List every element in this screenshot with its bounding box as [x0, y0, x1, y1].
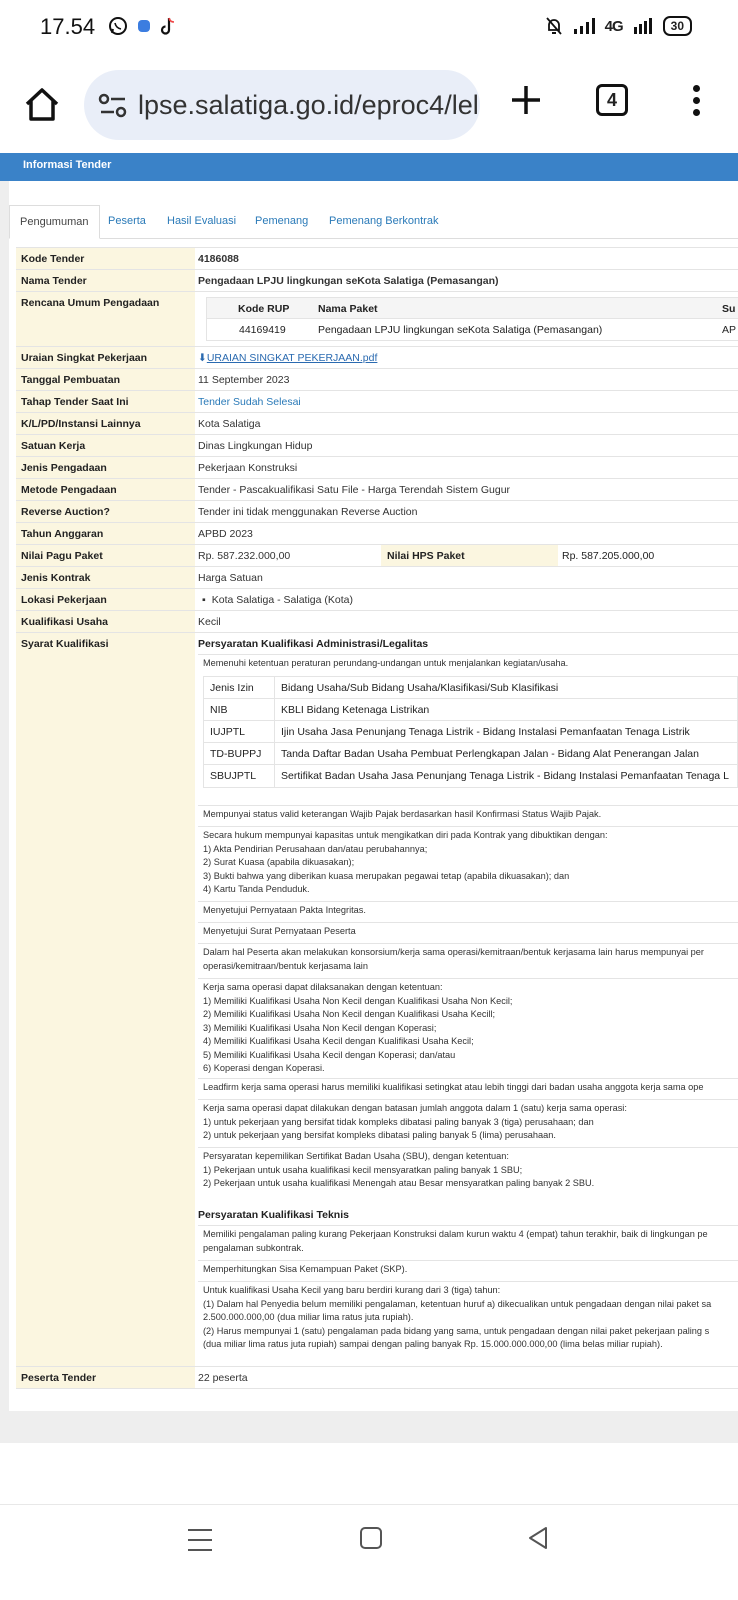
tender-panel	[9, 181, 738, 1411]
item-line: Dalam hal Peserta akan melakukan konsorsium/kerja sama operasi/kemitraan/bentuk kerjasama lain harus mempunyai per	[203, 947, 704, 957]
tab-pengumuman[interactable]: Pengumuman	[9, 205, 100, 239]
value-reverse: Tender ini tidak menggunakan Reverse Auction	[198, 506, 418, 518]
tiktok-icon	[160, 16, 178, 36]
item-line: (dua miliar lima ratus juta rupiah) sampai dengan paling banyak Rp. 15.000.000.000,00 (lima belas miliar rupiah).	[203, 1339, 663, 1349]
value-pagu: Rp. 587.232.000,00	[198, 550, 291, 562]
browser-toolbar	[0, 56, 738, 152]
label-metode: Metode Pengadaan	[16, 479, 195, 500]
izin-row	[204, 743, 738, 765]
item-line: Untuk kualifikasi Usaha Kecil yang baru berdiri kurang dari 3 (tiga) tahun:	[203, 1285, 501, 1295]
new-tab-icon[interactable]	[506, 80, 546, 120]
row-uraian	[16, 346, 738, 368]
rup-row	[206, 319, 738, 341]
app-icon	[136, 18, 152, 34]
item-line: 1) Pekerjaan untuk usaha kualifikasi kecil mensyaratkan paling banyak 1 SBU;	[203, 1164, 523, 1175]
row-kualifikasi	[16, 610, 738, 632]
value-lokasi-text: Kota Salatiga - Salatiga (Kota)	[211, 594, 353, 606]
rup-col-kode: Kode RUP	[238, 303, 290, 315]
izin-key: SBUJPTL	[210, 770, 257, 782]
item-line: 2) Pekerjaan untuk usaha kualifikasi Menengah atau Besar mensyaratkan paling banyak 2 SBU.	[203, 1178, 595, 1188]
uraian-link[interactable]	[198, 347, 377, 369]
item-line: Secara hukum mempunyai kapasitas untuk mengikatkan diri pada Kontrak yang dibuktikan dengan:	[203, 830, 608, 840]
status-bar	[0, 0, 738, 56]
item-line: Kerja sama operasi dapat dilakukan dengan batasan jumlah anggota dalam 1 (satu) kerja sama operasi:	[203, 1103, 627, 1113]
label-kode-tender: Kode Tender	[16, 248, 195, 269]
value-kode-tender: 4186088	[198, 253, 239, 265]
item-line: 1) untuk pekerjaan yang bersifat tidak kompleks dibatasi paling banyak 3 (tiga) perusahaan; dan	[203, 1116, 594, 1127]
item-line: 1) Memiliki Kualifikasi Usaha Non Kecil dengan Kualifikasi Usaha Non Kecil;	[203, 995, 513, 1006]
izin-row	[204, 765, 738, 787]
address-bar[interactable]	[84, 70, 480, 140]
value-jenis-kontrak: Harga Satuan	[198, 572, 263, 584]
row-rup	[16, 291, 738, 346]
teknis-item	[198, 1225, 738, 1258]
label-jenis-kontrak: Jenis Kontrak	[16, 567, 195, 588]
item-line: 4) Memiliki Kualifikasi Usaha Kecil dengan Kualifikasi Usaha Kecil;	[203, 1036, 474, 1046]
uraian-link-text[interactable]: URAIAN SINGKAT PEKERJAAN.pdf	[206, 352, 378, 364]
row-satker	[16, 434, 738, 456]
value-tahun: APBD 2023	[198, 528, 253, 540]
tab-pemenang-berkontrak[interactable]: Pemenang Berkontrak	[329, 215, 439, 227]
item-line: 3) Memiliki Kualifikasi Usaha Non Kecil dengan Koperasi;	[203, 1022, 437, 1033]
item-line: 3) Bukti bahwa yang diberikan kuasa merupakan pegawai tetap (apabila dikuasakan); dan	[203, 870, 570, 881]
row-nama-tender	[16, 269, 738, 291]
item-line: operasi/kemitraan/bentuk kerjasama lain	[203, 960, 368, 971]
value-tahap[interactable]: Tender Sudah Selesai	[198, 396, 301, 408]
item-line: 4) Kartu Tanda Penduduk.	[203, 884, 310, 894]
whatsapp-icon	[108, 16, 128, 36]
row-peserta	[16, 1366, 738, 1389]
tab-bar	[9, 205, 738, 239]
izin-key: NIB	[210, 704, 228, 716]
izin-key: Jenis Izin	[210, 682, 254, 694]
izin-key: TD-BUPPJ	[210, 748, 262, 760]
label-tanggal: Tanggal Pembuatan	[16, 369, 195, 390]
syarat-item	[198, 805, 738, 824]
tab-switcher-button[interactable]: 4	[596, 84, 628, 116]
izin-key: IUJPTL	[210, 726, 246, 738]
value-satker: Dinas Lingkungan Hidup	[198, 440, 313, 452]
teknis-item	[198, 1260, 738, 1279]
rup-header	[206, 297, 738, 319]
syarat-item	[198, 922, 738, 941]
row-tahun	[16, 522, 738, 544]
tab-pemenang[interactable]: Pemenang	[255, 215, 309, 227]
rup-sumber: AP	[722, 324, 737, 336]
panel-title: Informasi Tender	[0, 153, 738, 181]
label-syarat: Syarat Kualifikasi	[16, 633, 195, 1366]
value-tanggal: 11 September 2023	[198, 374, 290, 386]
row-jenis-kontrak	[16, 566, 738, 588]
recent-apps-icon[interactable]	[188, 1529, 212, 1551]
label-hps: Nilai HPS Paket	[381, 545, 558, 566]
item-line: Menyetujui Pernyataan Pakta Integritas.	[203, 905, 366, 915]
label-jenis-pengadaan: Jenis Pengadaan	[16, 457, 195, 478]
value-instansi: Kota Salatiga	[198, 418, 261, 430]
row-instansi	[16, 412, 738, 434]
label-rup: Rencana Umum Pengadaan	[16, 292, 195, 346]
label-instansi: K/L/PD/Instansi Lainnya	[16, 413, 195, 434]
tab-peserta[interactable]: Peserta	[108, 215, 146, 227]
izin-value: Sertifikat Badan Usaha Jasa Penunjang Tenaga Listrik - Bidang Instalasi Pemanfaatan Tenaga L	[281, 770, 729, 782]
rup-kode: 44169419	[239, 324, 286, 336]
bullet-icon: ▪	[202, 594, 206, 606]
row-tahap	[16, 390, 738, 412]
syarat-item	[198, 901, 738, 920]
teknis-item	[198, 1281, 738, 1356]
izin-value: KBLI Bidang Ketenaga Listrikan	[281, 704, 430, 716]
item-line: Memiliki pengalaman paling kurang Pekerjaan Konstruksi dalam kurun waktu 4 (empat) tahun terakhir, baik di lingkungan pe	[203, 1229, 708, 1239]
value-metode: Tender - Pascakualifikasi Satu File - Harga Terendah Sistem Gugur	[198, 484, 511, 496]
item-line: pengalaman subkontrak.	[203, 1242, 304, 1253]
label-peserta: Peserta Tender	[16, 1367, 195, 1388]
syarat-item	[198, 826, 738, 899]
item-line: Mempunyai status valid keterangan Wajib Pajak berdasarkan hasil Konfirmasi Status Wajib Pajak.	[203, 809, 602, 819]
label-kualifikasi: Kualifikasi Usaha	[16, 611, 195, 632]
label-uraian: Uraian Singkat Pekerjaan	[16, 347, 195, 368]
value-lokasi	[198, 589, 353, 611]
syarat-item	[198, 1147, 738, 1193]
rup-col-sumber: Su	[722, 303, 736, 315]
syarat-item	[198, 943, 738, 976]
more-menu-icon[interactable]	[686, 82, 706, 122]
izin-value: Ijin Usaha Jasa Penunjang Tenaga Listrik - Bidang Instalasi Pemanfaatan Tenaga Listrik	[281, 726, 690, 738]
izin-row	[204, 699, 738, 721]
item-line: Menyetujui Surat Pernyataan Peserta	[203, 926, 356, 936]
row-pagu	[16, 544, 738, 566]
item-line: (1) Dalam hal Penyedia belum memiliki pengalaman, ketentuan huruf a) dikecualikan untuk pengadaan dengan nilai paket sa	[203, 1298, 712, 1309]
value-hps: Rp. 587.205.000,00	[562, 550, 655, 562]
download-icon: ⬇	[198, 352, 207, 364]
back-icon[interactable]	[526, 1525, 550, 1551]
mute-icon	[545, 16, 563, 36]
syarat-item	[198, 1099, 738, 1145]
rup-nama: Pengadaan LPJU lingkungan seKota Salatiga (Pemasangan)	[318, 324, 603, 336]
syarat-item	[198, 978, 738, 1076]
izin-value: Bidang Usaha/Sub Bidang Usaha/Klasifikasi/Sub Klasifikasi	[281, 682, 559, 694]
rup-col-nama: Nama Paket	[318, 303, 378, 315]
row-kode-tender	[16, 247, 738, 269]
item-line: 6) Koperasi dengan Koperasi.	[203, 1063, 325, 1073]
row-tanggal	[16, 368, 738, 390]
item-line: Persyaratan kepemilikan Sertifikat Badan Usaha (SBU), dengan ketentuan:	[203, 1151, 509, 1161]
row-metode	[16, 478, 738, 500]
battery-icon: 30	[663, 16, 692, 36]
label-tahap: Tahap Tender Saat Ini	[16, 391, 195, 412]
page-content	[0, 153, 738, 1443]
admin-intro: Memenuhi ketentuan peraturan perundang-undangan untuk menjalankan kegiatan/usaha.	[198, 654, 738, 673]
item-line: 2) Surat Kuasa (apabila dikuasakan);	[203, 857, 355, 867]
url-text[interactable]: lpse.salatiga.go.id/eproc4/lel	[138, 90, 479, 120]
network-indicator: 4G	[604, 17, 623, 35]
izin-row	[204, 721, 738, 743]
system-nav-bar	[0, 1504, 738, 1600]
label-satker: Satuan Kerja	[16, 435, 195, 456]
site-settings-icon[interactable]	[98, 92, 128, 120]
home-icon[interactable]	[22, 84, 62, 124]
syarat-item	[198, 1078, 738, 1097]
row-lokasi	[16, 588, 738, 610]
tab-hasil-evaluasi[interactable]: Hasil Evaluasi	[167, 215, 237, 227]
label-nama-tender: Nama Tender	[16, 270, 195, 291]
value-nama-tender: Pengadaan LPJU lingkungan seKota Salatiga (Pemasangan)	[198, 275, 499, 287]
syarat-content	[198, 632, 738, 1366]
signal-icon	[573, 17, 595, 35]
value-peserta: 22 peserta	[198, 1372, 248, 1384]
admin-title: Persyaratan Kualifikasi Administrasi/Legalitas	[198, 638, 429, 650]
home-nav-icon[interactable]	[360, 1527, 382, 1549]
item-line: (2) Harus mempunyai 1 (satu) pengalaman pada bidang yang sama, untuk pengadaan dengan nilai paket pekerjaan paling s	[203, 1325, 710, 1336]
status-time: 17.54	[40, 14, 96, 39]
signal-icon-2	[633, 17, 653, 35]
item-line: Memperhitungkan Sisa Kemampuan Paket (SKP).	[203, 1264, 408, 1274]
item-line: 1) Akta Pendirian Perusahaan dan/atau perubahannya;	[203, 843, 428, 854]
item-line: 5) Memiliki Kualifikasi Usaha Kecil dengan Koperasi; dan/atau	[203, 1049, 456, 1060]
item-line: 2.500.000.000,00 (dua miliar lima ratus juta rupiah).	[203, 1312, 414, 1322]
teknis-title: Persyaratan Kualifikasi Teknis	[198, 1209, 349, 1221]
item-line: Leadfirm kerja sama operasi harus memiliki kualifikasi setingkat atau lebih tinggi dari badan usaha anggota kerja sama ope	[203, 1082, 704, 1092]
izin-value: Tanda Daftar Badan Usaha Pembuat Perlengkapan Jalan - Bidang Alat Penerangan Jalan	[281, 748, 699, 760]
row-reverse	[16, 500, 738, 522]
row-jenis-pengadaan	[16, 456, 738, 478]
label-pagu: Nilai Pagu Paket	[16, 545, 195, 566]
izin-row	[204, 677, 738, 699]
label-lokasi: Lokasi Pekerjaan	[16, 589, 195, 610]
value-jenis-pengadaan: Pekerjaan Konstruksi	[198, 462, 298, 474]
item-line: 2) untuk pekerjaan yang bersifat kompleks dibatasi paling banyak 5 (lima) perusahaan.	[203, 1130, 556, 1140]
izin-table	[203, 676, 738, 788]
item-line: Kerja sama operasi dapat dilaksanakan dengan ketentuan:	[203, 982, 443, 992]
value-kualifikasi: Kecil	[198, 616, 221, 628]
item-line: 2) Memiliki Kualifikasi Usaha Non Kecil dengan Kualifikasi Usaha Kecill;	[203, 1009, 496, 1019]
label-tahun: Tahun Anggaran	[16, 523, 195, 544]
label-reverse: Reverse Auction?	[16, 501, 195, 522]
